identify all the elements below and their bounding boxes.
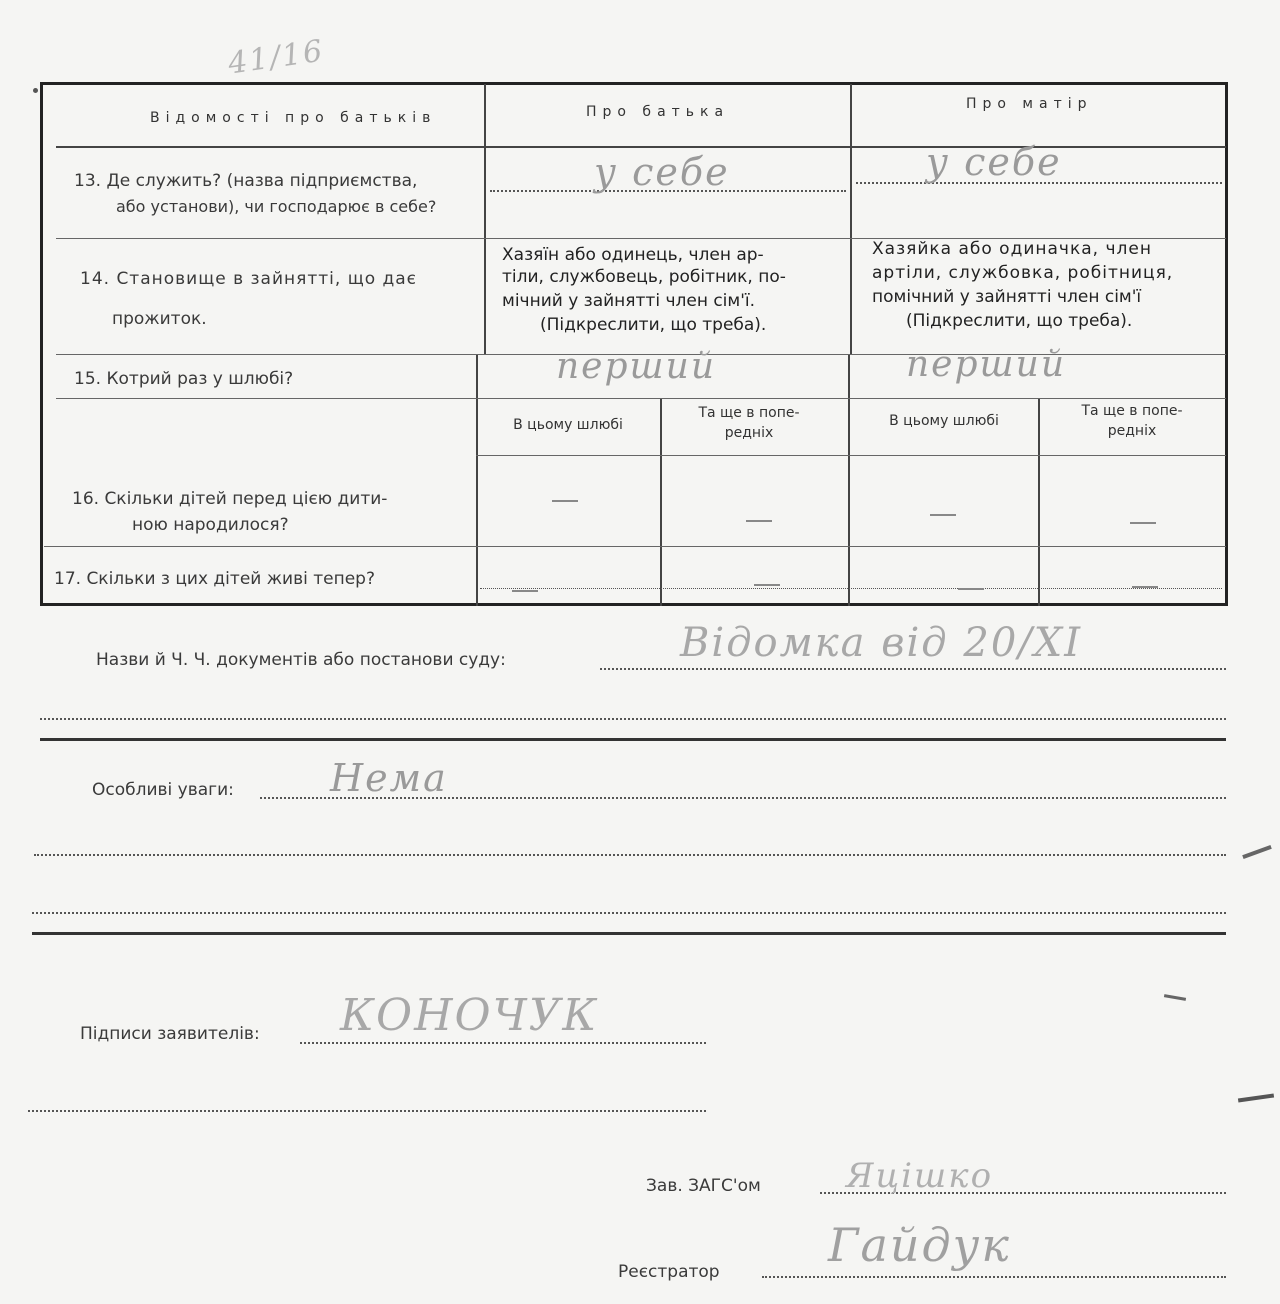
q13-mother-answer: у себе — [926, 140, 1062, 184]
q14-father-opt-1: Хазяїн або одинець, член ар- — [502, 245, 764, 265]
notes-dots-3 — [32, 912, 1226, 914]
documents-dots-2 — [40, 718, 1226, 720]
col-divider-1b — [476, 354, 478, 606]
registrar-signature: Гайдук — [828, 1218, 1011, 1272]
signatures-dots-2 — [28, 1110, 706, 1112]
notes-dots-2 — [34, 854, 1226, 856]
zags-head-label: Зав. ЗАГС'ом — [646, 1176, 761, 1196]
q13-label-line1: 13. Де служить? (назва підприємства, — [74, 171, 418, 191]
notes-value: Нема — [330, 756, 448, 800]
edge-mark-2 — [1164, 994, 1186, 1001]
signatures-dots-1 — [300, 1042, 706, 1044]
q16-m-this-dash — [930, 514, 956, 516]
sub-divider-m — [1038, 398, 1040, 606]
m-this-marriage: В цьому шлюбі — [889, 413, 999, 429]
row16-bottom-rule — [44, 546, 1226, 547]
col-divider-2 — [850, 84, 852, 354]
top-scribble: 41/16 — [226, 33, 327, 82]
q16-f-this-dash — [552, 500, 578, 502]
col-divider-1 — [484, 84, 486, 354]
q13-father-answer: у себе — [594, 150, 730, 194]
col-divider-2b — [848, 354, 850, 606]
f-prev-marriage-l2: редніх — [724, 425, 774, 441]
margin-dot — [33, 88, 38, 93]
documents-value: Відомка від 20/XI — [680, 620, 1083, 666]
q14-father-opt-3: мічний у зайнятті член сім'ї. — [502, 291, 756, 311]
q15-father-answer: перший — [556, 346, 717, 387]
q14-mother-opt-4: (Підкреслити, що треба). — [906, 311, 1133, 331]
signatures-value: КОНОЧУК — [340, 990, 599, 1041]
q15-label: 15. Котрий раз у шлюбі? — [74, 369, 294, 389]
q15-mother-answer: перший — [906, 344, 1067, 385]
q13-label-line2: або установи), чи господарює в себе? — [116, 197, 437, 216]
registrar-label: Реєстратор — [618, 1262, 720, 1282]
q14-label-line2: прожиток. — [112, 309, 207, 329]
f-prev-marriage-l1: Та ще в попе- — [698, 405, 800, 421]
f-this-marriage: В цьому шлюбі — [513, 417, 623, 433]
q14-father-opt-2: тіли, службовець, робітник, по- — [502, 267, 786, 287]
q14-mother-opt-1: Хазяйка або одиначка, член — [872, 239, 1152, 259]
zags-head-signature: Яцішко — [846, 1156, 994, 1196]
row15-bottom-rule — [56, 398, 1226, 399]
m-prev-marriage-l2: редніх — [1107, 423, 1157, 439]
registrar-dots — [762, 1276, 1226, 1278]
q17-dots — [480, 588, 1222, 589]
signatures-label: Підписи заявителів: — [80, 1024, 260, 1044]
q16-label-line2: ною народилося? — [132, 515, 289, 535]
q17-f-prev-dash — [754, 584, 780, 586]
edge-mark-1 — [1242, 845, 1272, 859]
q16-m-prev-dash — [1130, 522, 1156, 524]
q16-label-line1: 16. Скільки дітей перед цією дити- — [72, 489, 388, 509]
header-about-mother: Про матір — [966, 96, 1093, 112]
documents-rule — [40, 738, 1226, 741]
q17-m-this-dash — [958, 588, 984, 590]
edge-mark-3 — [1238, 1094, 1274, 1103]
subheader-bottom-rule — [476, 455, 1226, 456]
documents-label: Назви й Ч. Ч. документів або постанови суду: — [96, 650, 506, 670]
q14-label-line1: 14. Становище в зайнятті, що дає — [80, 269, 418, 289]
documents-dots-1 — [600, 668, 1226, 670]
q14-father-opt-4: (Підкреслити, що треба). — [540, 315, 767, 335]
m-prev-marriage-l1: Та ще в попе- — [1081, 403, 1183, 419]
notes-rule — [32, 932, 1226, 935]
header-parents-info: Відомості про батьків — [150, 110, 437, 126]
q17-m-prev-dash — [1132, 586, 1158, 588]
q14-mother-opt-3: помічний у зайнятті член сім'ї — [872, 287, 1142, 307]
q16-f-prev-dash — [746, 520, 772, 522]
header-about-father: Про батька — [586, 104, 730, 120]
q17-f-this-dash — [512, 590, 538, 592]
q14-mother-opt-2: артіли, службовка, робітниця, — [872, 263, 1174, 283]
sub-divider-f — [660, 398, 662, 606]
notes-label: Особливі уваги: — [92, 780, 234, 800]
q17-label: 17. Скільки з цих дітей живі тепер? — [54, 569, 375, 589]
